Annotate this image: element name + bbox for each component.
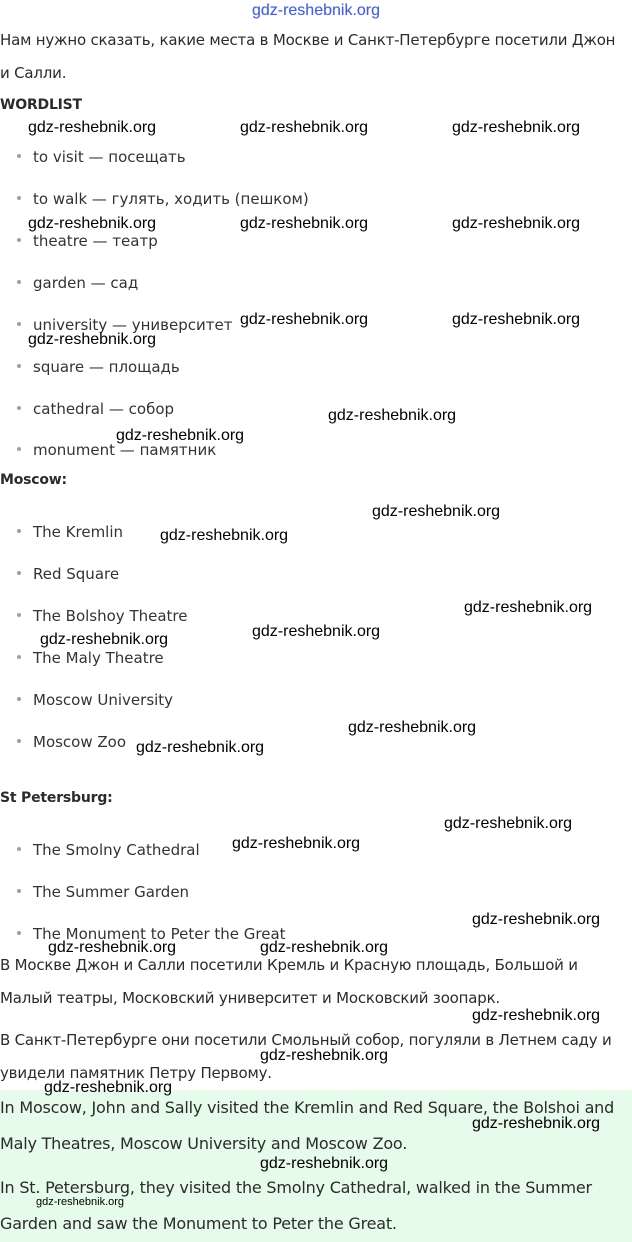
- intro-text: Нам нужно сказать, какие места в Москве и Санкт-Петербурге посетили Джон и Салли.: [0, 31, 616, 82]
- stpetersburg-heading: St Petersburg:: [0, 790, 113, 806]
- watermark: gdz-reshebnik.org: [260, 1155, 389, 1172]
- watermark: gdz-reshebnik.org: [328, 407, 457, 424]
- wordlist-heading: WORDLIST: [0, 97, 82, 113]
- watermark: gdz-reshebnik.org: [48, 939, 177, 956]
- watermark: gdz-reshebnik.org: [240, 119, 369, 136]
- watermark: gdz-reshebnik.org: [28, 215, 157, 232]
- bullet-icon: [17, 364, 21, 368]
- list-item: garden — сад: [17, 272, 138, 294]
- watermark: gdz-reshebnik.org: [472, 911, 601, 928]
- list-item: The Summer Garden: [17, 881, 189, 903]
- moscow-heading: Moscow:: [0, 472, 67, 488]
- bullet-icon: [17, 322, 21, 326]
- list-item: university — университет: [17, 314, 232, 336]
- watermark: gdz-reshebnik.org: [28, 119, 157, 136]
- bullet-icon: [17, 280, 21, 284]
- watermark: gdz-reshebnik.org: [444, 815, 573, 832]
- watermark: gdz-reshebnik.org: [452, 311, 581, 328]
- list-item: to visit — посещать: [17, 146, 186, 168]
- bullet-icon: [17, 931, 21, 935]
- watermark: gdz-reshebnik.org: [452, 215, 581, 232]
- watermark: gdz-reshebnik.org: [44, 1079, 173, 1096]
- bullet-icon: [17, 196, 21, 200]
- list-item: The Bolshoy Theatre: [17, 605, 187, 627]
- watermark: gdz-reshebnik.org: [160, 527, 289, 544]
- list-item: to walk — гулять, ходить (пешком): [17, 188, 309, 210]
- watermark: gdz-reshebnik.org: [240, 311, 369, 328]
- bullet-icon: [17, 847, 21, 851]
- bullet-icon: [17, 447, 21, 451]
- watermark: gdz-reshebnik.org: [472, 1007, 601, 1024]
- bullet-icon: [17, 529, 21, 533]
- watermark: gdz-reshebnik.org: [232, 835, 361, 852]
- list-item: square — площадь: [17, 356, 180, 378]
- watermark: gdz-reshebnik.org: [36, 1196, 125, 1208]
- list-item: Moscow Zoo: [17, 731, 126, 753]
- list-item: monument — памятник: [17, 439, 216, 461]
- bullet-icon: [17, 571, 21, 575]
- watermark: gdz-reshebnik.org: [116, 427, 245, 444]
- watermark: gdz-reshebnik.org: [40, 631, 169, 648]
- bullet-icon: [17, 154, 21, 158]
- russian-answer-moscow: В Москве Джон и Салли посетили Кремль и Красную площадь, Большой и Малый театры, Московский университет и Московский зоопарк.: [0, 956, 578, 1007]
- english-answer-moscow: In Moscow, John and Sally visited the Kremlin and Red Square, the Bolshoi and Maly Theatres, Moscow University and Moscow Zoo.: [0, 1098, 615, 1153]
- watermark: gdz-reshebnik.org: [260, 1047, 389, 1064]
- list-item: The Maly Theatre: [17, 647, 164, 669]
- bullet-icon: [17, 655, 21, 659]
- bullet-icon: [17, 697, 21, 701]
- watermark: gdz-reshebnik.org: [372, 503, 501, 520]
- bullet-icon: [17, 613, 21, 617]
- list-item: The Monument to Peter the Great: [17, 923, 286, 945]
- watermark: gdz-reshebnik.org: [472, 1115, 601, 1132]
- english-answer-spb: In St. Petersburg, they visited the Smolny Cathedral, walked in the Summer Garden and saw the Monument to Peter the Great.: [0, 1178, 592, 1233]
- watermark: gdz-reshebnik.org: [28, 331, 157, 348]
- watermark: gdz-reshebnik.org: [136, 739, 265, 756]
- list-item: Red Square: [17, 563, 119, 585]
- list-item: Moscow University: [17, 689, 173, 711]
- watermark: gdz-reshebnik.org: [252, 623, 381, 640]
- russian-answer-spb: В Санкт-Петербурге они посетили Смольный собор, погуляли в Летнем саду и увидели памятник Петру Первому.: [0, 1031, 612, 1082]
- watermark: gdz-reshebnik.org: [464, 599, 593, 616]
- site-header-link[interactable]: gdz-reshebnik.org: [251, 2, 381, 19]
- list-item: cathedral — собор: [17, 398, 174, 420]
- watermark: gdz-reshebnik.org: [260, 939, 389, 956]
- list-item: theatre — театр: [17, 230, 158, 252]
- bullet-icon: [17, 889, 21, 893]
- bullet-icon: [17, 406, 21, 410]
- watermark: gdz-reshebnik.org: [452, 119, 581, 136]
- list-item: The Kremlin: [17, 521, 123, 543]
- list-item: The Smolny Cathedral: [17, 839, 200, 861]
- watermark: gdz-reshebnik.org: [348, 719, 477, 736]
- watermark: gdz-reshebnik.org: [240, 215, 369, 232]
- bullet-icon: [17, 739, 21, 743]
- bullet-icon: [17, 238, 21, 242]
